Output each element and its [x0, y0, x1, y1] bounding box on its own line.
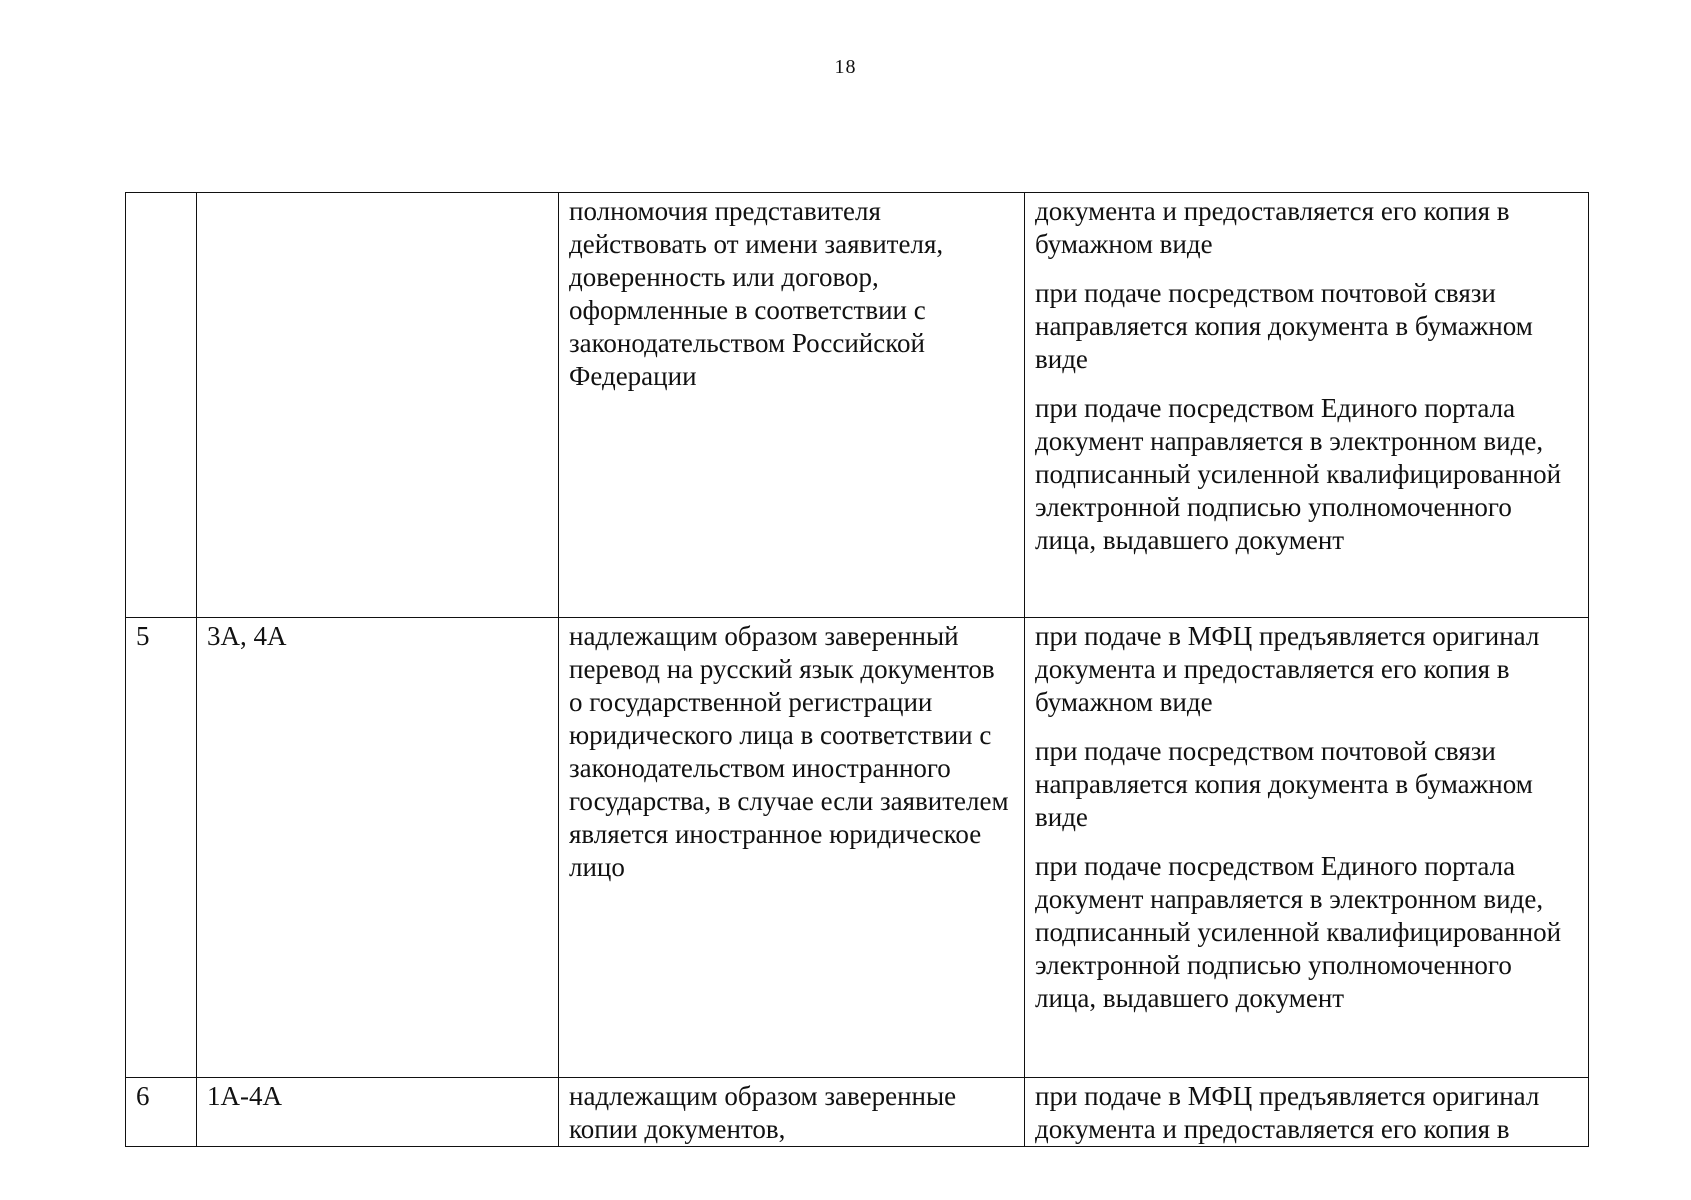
note-paragraph: документа и предоставляется его копия в бумажном виде	[1035, 196, 1510, 259]
row-number-cell: 6	[126, 1078, 197, 1147]
applicant-category-cell: 1А-4А	[197, 1078, 559, 1147]
document-description-cell: полномочия представителя действовать от имени заявителя, доверенность или договор, оформленные в соответствии с законодательством Российской Федерации	[559, 193, 1025, 618]
table-row	[126, 618, 1589, 1078]
applicant-category-cell	[197, 193, 559, 618]
submission-notes-cell	[1025, 1078, 1589, 1147]
table-row	[126, 1078, 1589, 1147]
row-number-cell: 5	[126, 618, 197, 1078]
submission-notes-cell	[1025, 193, 1589, 618]
note-paragraph: при подаче посредством почтовой связи направляется копия документа в бумажном виде	[1035, 278, 1533, 374]
document-description-cell: надлежащим образом заверенные копии документов,	[559, 1078, 1025, 1147]
documents-table	[125, 192, 1589, 1147]
submission-notes-cell	[1025, 618, 1589, 1078]
note-paragraph: при подаче в МФЦ предъявляется оригинал документа и предоставляется его копия в	[1035, 1081, 1540, 1144]
note-paragraph: при подаче посредством Единого портала документ направляется в электронном виде, подписанный усиленной квалифицированной электронной подписью уполномоченного лица, выдавшего документ	[1035, 393, 1562, 555]
note-paragraph: при подаче в МФЦ предъявляется оригинал документа и предоставляется его копия в бумажном виде	[1035, 621, 1540, 717]
note-paragraph: при подаче посредством почтовой связи направляется копия документа в бумажном виде	[1035, 736, 1533, 832]
note-paragraph: при подаче посредством Единого портала документ направляется в электронном виде, подписанный усиленной квалифицированной электронной подписью уполномоченного лица, выдавшего документ	[1035, 851, 1562, 1013]
applicant-category-cell: 3А, 4А	[197, 618, 559, 1078]
document-description-cell: надлежащим образом заверенный перевод на русский язык документов о государственной регистрации юридического лица в соответствии с законодательством иностранного государства, в случае если заявителем является иностранное юридическое лицо	[559, 618, 1025, 1078]
row-number-cell	[126, 193, 197, 618]
page-number: 18	[834, 56, 857, 78]
table-row	[126, 193, 1589, 618]
